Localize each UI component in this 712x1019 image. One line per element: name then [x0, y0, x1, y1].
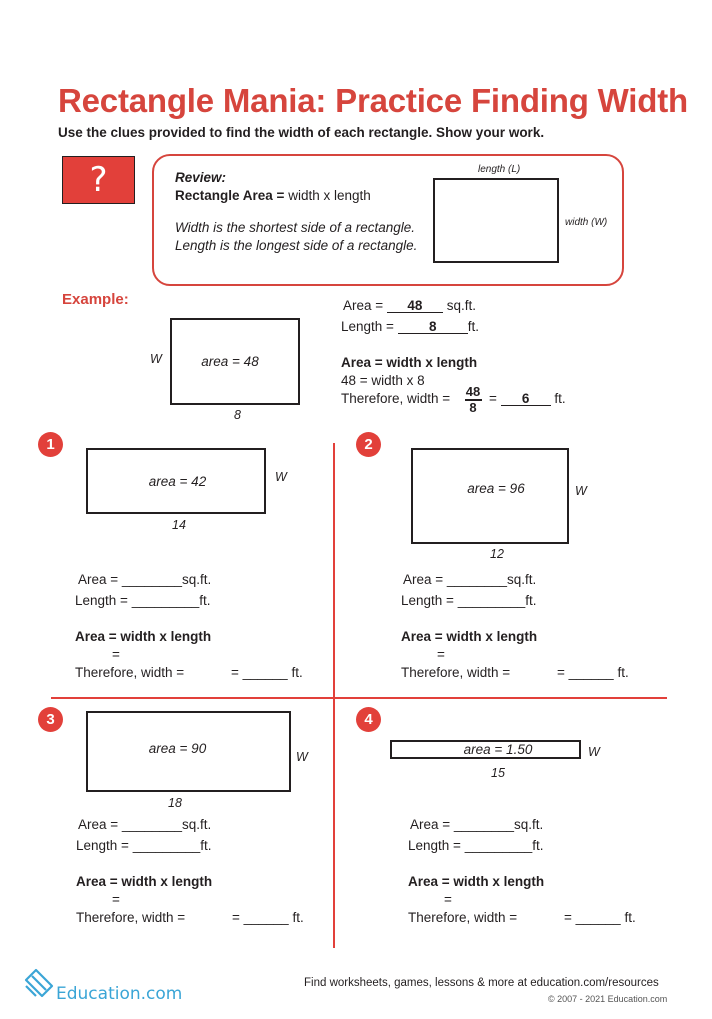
question-mark-icon: ? [89, 160, 108, 200]
example-area-prefix: Area = [343, 298, 384, 313]
example-area-label: area = 48 [201, 354, 259, 369]
problem-1-equals: = [112, 647, 120, 662]
problem-2-area-line: Area = ________sq.ft. [403, 572, 537, 587]
review-formula-label: Rectangle Area = [175, 188, 285, 203]
example-length-line [341, 319, 479, 334]
example-label: Example: [62, 291, 129, 308]
problem-4-area-line: Area = ________sq.ft. [410, 817, 544, 832]
problem-4-formula: Area = width x length [408, 874, 545, 889]
problem-2-answer-line: = ______ ft. [557, 665, 629, 680]
page-title: Rectangle Mania: Practice Finding Width [58, 82, 688, 119]
problem-3-number: 3 [38, 707, 63, 732]
example-area-line [343, 298, 476, 313]
vertical-divider [333, 443, 335, 948]
problem-2-equals: = [437, 647, 445, 662]
problem-4-equals: = [444, 892, 452, 907]
problem-4-number: 4 [356, 707, 381, 732]
example-fraction-numerator: 48 [465, 384, 481, 399]
problem-3-answer-line: = ______ ft. [232, 910, 304, 925]
problem-2-length-line: Length = _________ft. [401, 593, 537, 608]
problem-3-area-line: Area = ________sq.ft. [78, 817, 212, 832]
footer-copyright: © 2007 - 2021 Education.com [548, 994, 668, 1004]
problem-4-answer-line: = ______ ft. [564, 910, 636, 925]
example-fraction-denominator: 8 [469, 400, 477, 415]
problem-3-therefore: Therefore, width = [76, 910, 186, 925]
problem-1-area-line: Area = ________sq.ft. [78, 572, 212, 587]
example-step: 48 = width x 8 [341, 373, 425, 388]
diagram-length-label: length (L) [478, 164, 521, 175]
review-length-definition: Length is the longest side of a rectangle. [175, 238, 418, 253]
review-formula [175, 188, 371, 203]
problem-4-area-label: area = 1.50 [463, 742, 533, 757]
example-area-unit: sq.ft. [446, 298, 476, 313]
example-width-label: W [150, 352, 162, 366]
problem-3-equals: = [112, 892, 120, 907]
example-answer-value: 6 [501, 392, 551, 406]
problem-1-area-label: area = 42 [148, 473, 207, 489]
problem-4-width-label: W [588, 745, 600, 759]
problem-4-length-label: 15 [491, 766, 505, 780]
problem-2-therefore: Therefore, width = [401, 665, 511, 680]
problem-1-width-label: W [275, 470, 287, 484]
instructions: Use the clues provided to find the width of each rectangle. Show your work. [58, 125, 545, 140]
horizontal-divider [51, 697, 667, 699]
example-answer-line [489, 391, 566, 406]
review-heading: Review: [175, 170, 227, 185]
problem-3-area-label: area = 90 [148, 740, 207, 756]
brand-name: Education.com [56, 984, 183, 1004]
problem-1-length-line: Length = _________ft. [75, 593, 211, 608]
problem-4-length-line: Length = _________ft. [408, 838, 544, 853]
review-width-definition: Width is the shortest side of a rectangle. [175, 220, 416, 235]
example-area-value: 48 [387, 299, 443, 313]
example-equals: = [489, 391, 497, 406]
example-length-prefix: Length = [341, 319, 394, 334]
problem-1-formula: Area = width x length [75, 629, 212, 644]
problem-4-therefore: Therefore, width = [408, 910, 518, 925]
example-length-unit: ft. [467, 319, 479, 334]
education-logo-icon [22, 966, 56, 1000]
problem-2-formula: Area = width x length [401, 629, 538, 644]
problem-2-length-label: 12 [490, 547, 504, 561]
problem-1-number: 1 [38, 432, 63, 457]
example-length-value: 8 [398, 320, 468, 334]
example-length-label: 8 [234, 408, 241, 422]
example-formula: Area = width x length [341, 355, 478, 370]
diagram-width-label: width (W) [565, 217, 608, 228]
problem-2-area-label: area = 96 [467, 480, 525, 496]
problem-1-therefore: Therefore, width = [75, 665, 185, 680]
review-formula-value: width x length [288, 188, 371, 203]
problem-1-answer-line: = ______ ft. [231, 665, 303, 680]
problem-2-width-label: W [575, 484, 587, 498]
example-therefore: Therefore, width = [341, 391, 451, 406]
review-diagram-rectangle [433, 178, 559, 263]
footer-promo: Find worksheets, games, lessons & more at education.com/resources [304, 977, 659, 989]
problem-3-formula: Area = width x length [76, 874, 213, 889]
problem-1-length-label: 14 [172, 518, 186, 532]
example-answer-unit: ft. [554, 391, 566, 406]
problem-3-length-line: Length = _________ft. [76, 838, 212, 853]
problem-2-number: 2 [356, 432, 381, 457]
problem-3-length-label: 18 [168, 796, 182, 810]
problem-3-width-label: W [296, 750, 308, 764]
